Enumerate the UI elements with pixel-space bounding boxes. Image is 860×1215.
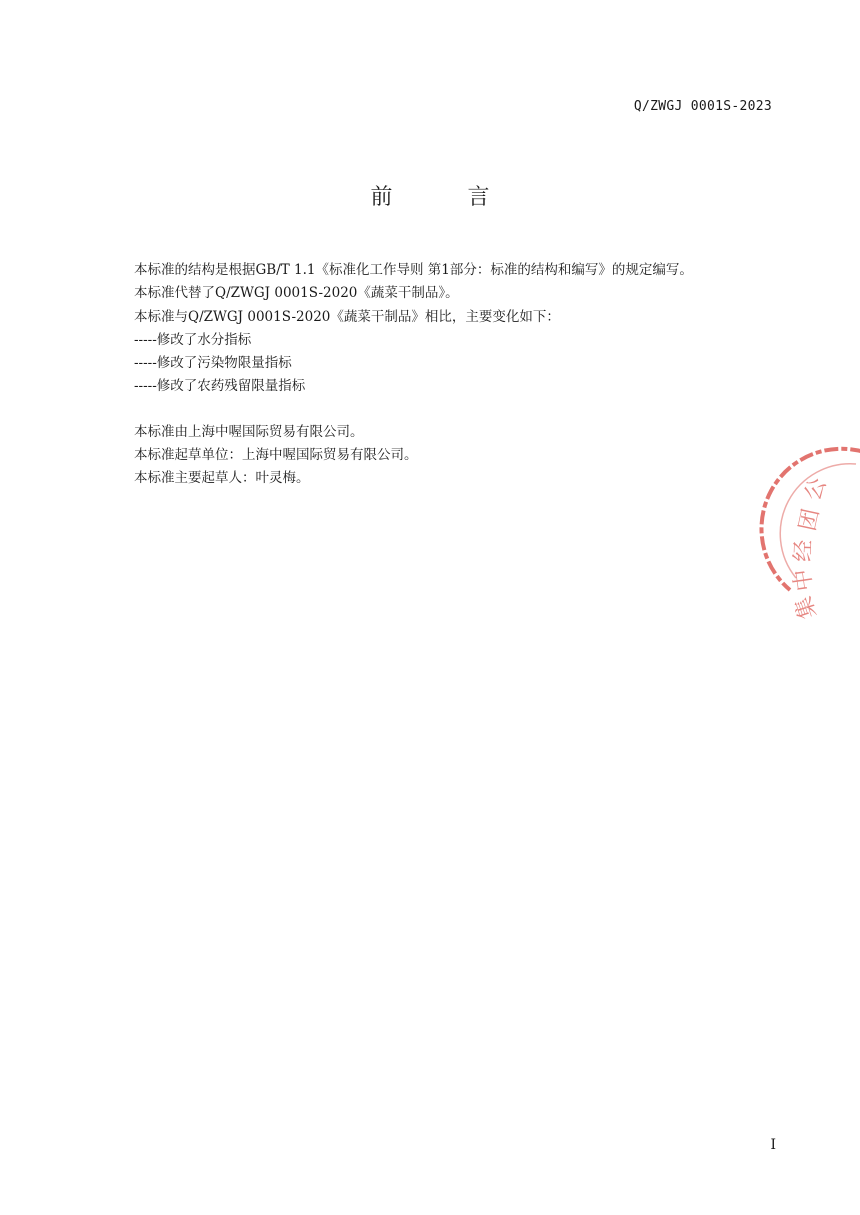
paragraph: 本标准的结构是根据GB/T 1.1《标准化工作导则 第1部分：标准的结构和编写》的规定编写。 bbox=[134, 262, 693, 278]
page-title: 前 言 bbox=[370, 185, 524, 210]
preface-body bbox=[134, 259, 814, 491]
company-seal-stamp bbox=[792, 440, 860, 620]
paragraph: 本标准与Q/ZWGJ 0001S-2020《蔬菜干制品》相比，主要变化如下： bbox=[134, 308, 560, 325]
change-list-item: -----修改了农药残留限量指标 bbox=[134, 378, 306, 395]
change-list-item: -----修改了水分指标 bbox=[134, 331, 252, 348]
change-list-item: -----修改了污染物限量指标 bbox=[134, 355, 292, 372]
page-number: I bbox=[770, 1137, 776, 1153]
document-code: Q/ZWGJ 0001S-2023 bbox=[633, 99, 772, 114]
paragraph: 本标准代替了Q/ZWGJ 0001S-2020《蔬菜干制品》。 bbox=[134, 285, 459, 302]
svg-text:集: 集 bbox=[791, 593, 822, 622]
svg-text:中: 中 bbox=[790, 567, 818, 593]
paragraph: 本标准由上海中喔国际贸易有限公司。 bbox=[134, 423, 364, 440]
paragraph: 本标准起草单位：上海中喔国际贸易有限公司。 bbox=[134, 447, 418, 464]
paragraph: 本标准主要起草人：叶灵梅。 bbox=[134, 470, 310, 487]
svg-text:公: 公 bbox=[800, 474, 832, 505]
spacer bbox=[134, 399, 814, 421]
svg-text:团: 团 bbox=[795, 506, 825, 534]
svg-text:经: 经 bbox=[791, 539, 817, 563]
